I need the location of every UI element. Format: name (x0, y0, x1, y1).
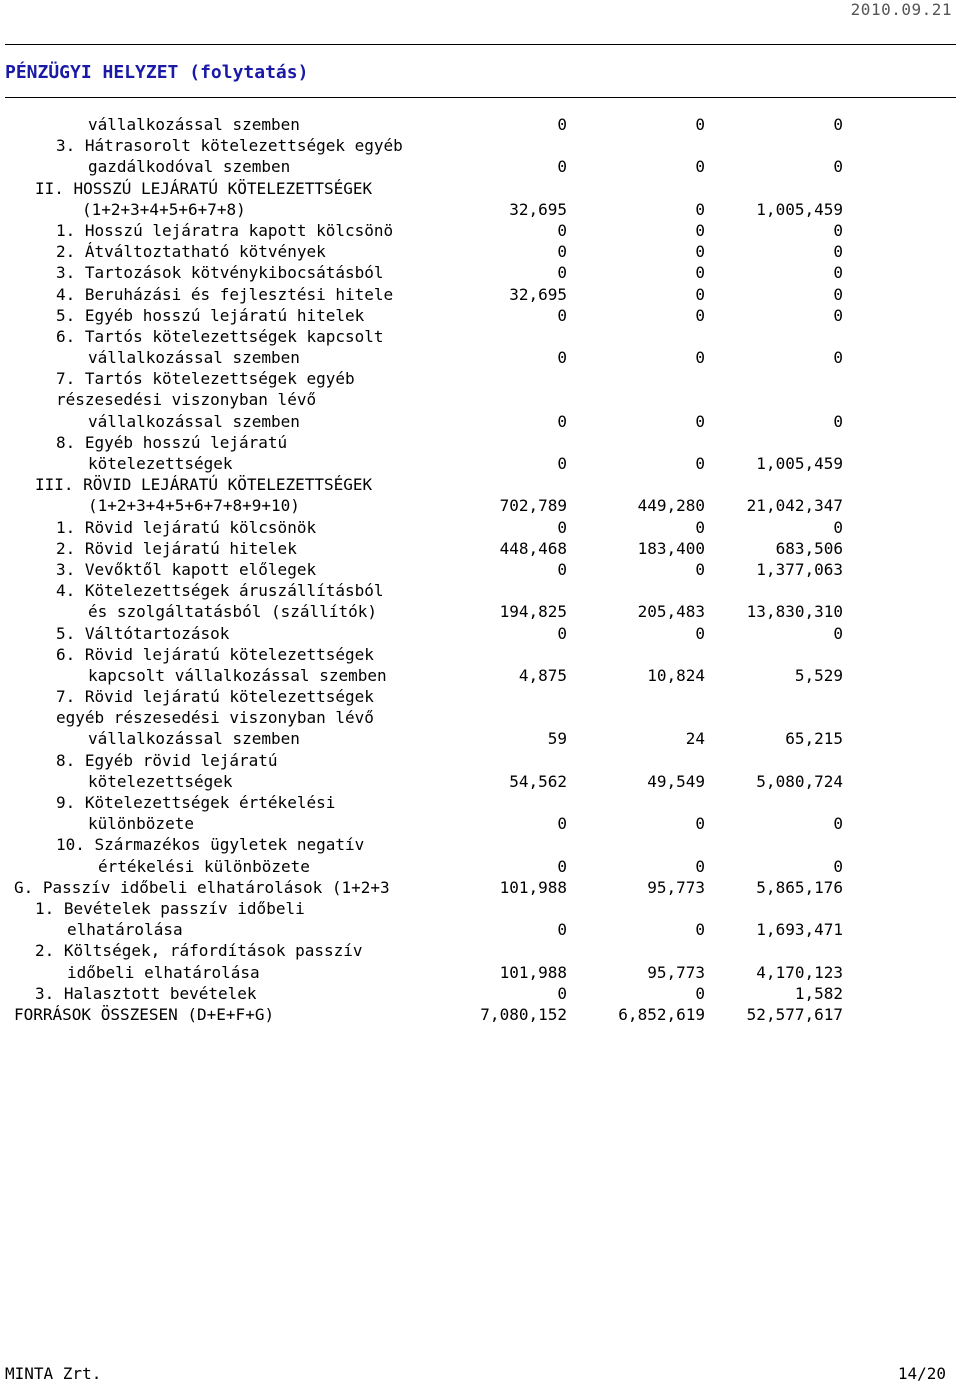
row-value-col1: 101,988 (499, 962, 567, 982)
row-value-col2: 0 (695, 517, 705, 537)
row-value-col3: 1,693,471 (756, 920, 843, 940)
row-label: 3. Halasztott bevételek (35, 983, 257, 1003)
table-row (0, 135, 960, 156)
row-value-col1: 702,789 (499, 496, 567, 516)
table-row (0, 623, 960, 644)
row-value-col3: 0 (833, 157, 843, 177)
row-value-col3: 13,830,310 (746, 602, 843, 622)
row-value-col3: 0 (833, 305, 843, 325)
table-row (0, 813, 960, 834)
row-value-col2: 0 (695, 411, 705, 431)
row-value-col2: 95,773 (647, 877, 705, 897)
table-row (0, 178, 960, 199)
row-label: (1+2+3+4+5+6+7+8+9+10) (88, 496, 300, 516)
table-row (0, 220, 960, 241)
row-value-col3: 0 (833, 263, 843, 283)
row-value-col3: 1,377,063 (756, 559, 843, 579)
row-value-col3: 1,005,459 (756, 454, 843, 473)
row-label: G. Passzív időbeli elhatárolások (1+2+3 (14, 877, 390, 897)
row-label: 3. Tartozások kötvénykibocsátásból (56, 263, 384, 283)
row-value-col1: 0 (557, 623, 567, 643)
row-value-col1: 101,988 (499, 877, 567, 897)
row-label: 4. Beruházási és fejlesztési hitele (56, 284, 394, 304)
row-value-col3: 52,577,617 (746, 1004, 843, 1024)
row-label: különbözete (88, 814, 194, 834)
row-value-col1: 32,695 (509, 199, 567, 219)
row-label: kötelezettségek (88, 454, 233, 473)
table-row (0, 707, 960, 728)
row-value-col1: 32,695 (509, 284, 567, 304)
row-label: 2. Átváltoztatható kötvények (56, 242, 326, 262)
table-row (0, 114, 960, 135)
table-row (0, 750, 960, 771)
row-label: gazdálkodóval szemben (88, 157, 291, 177)
title-divider (5, 97, 956, 98)
row-value-col3: 0 (833, 242, 843, 262)
row-value-col3: 1,005,459 (756, 199, 843, 219)
row-label: vállalkozással szemben (88, 729, 300, 749)
row-label: 5. Váltótartozások (56, 623, 230, 643)
row-value-col2: 10,824 (647, 665, 705, 685)
row-value-col1: 0 (557, 814, 567, 834)
table-row (0, 601, 960, 622)
row-value-col1: 7,080,152 (480, 1004, 567, 1024)
row-value-col2: 95,773 (647, 962, 705, 982)
row-value-col2: 0 (695, 983, 705, 1003)
row-label: 1. Hosszú lejáratra kapott kölcsönö (56, 220, 394, 240)
row-value-col3: 65,215 (785, 729, 843, 749)
table-row (0, 156, 960, 177)
row-value-col3: 0 (833, 284, 843, 304)
row-label: 9. Kötelezettségek értékelési (56, 793, 336, 812)
row-label: (1+2+3+4+5+6+7+8) (82, 199, 246, 219)
row-label: 7. Tartós kötelezettségek egyéb (56, 369, 355, 389)
row-value-col2: 449,280 (637, 496, 705, 516)
row-label: egyéb részesedési viszonyban lévő (56, 708, 374, 728)
row-label: 5. Egyéb hosszú lejáratú hitelek (56, 305, 365, 325)
row-label: 1. Bevételek passzív időbeli (35, 898, 305, 918)
table-row (0, 432, 960, 453)
table-row (0, 411, 960, 432)
row-value-col3: 5,529 (794, 665, 843, 685)
row-value-col1: 0 (557, 220, 567, 240)
table-row (0, 474, 960, 495)
row-value-col1: 0 (557, 348, 567, 368)
row-label: értékelési különbözete (98, 856, 310, 876)
table-row (0, 644, 960, 665)
row-value-col1: 0 (557, 263, 567, 283)
row-value-col3: 4,170,123 (756, 962, 843, 982)
row-value-col3: 0 (833, 814, 843, 834)
row-value-col3: 5,865,176 (756, 877, 843, 897)
row-value-col2: 0 (695, 454, 705, 473)
row-value-col2: 0 (695, 284, 705, 304)
row-value-col3: 683,506 (775, 538, 843, 558)
row-value-col2: 0 (695, 242, 705, 262)
row-value-col2: 0 (695, 157, 705, 177)
table-row (0, 898, 960, 919)
row-label: 7. Rövid lejáratú kötelezettségek (56, 687, 374, 707)
table-row (0, 517, 960, 538)
row-label: 8. Egyéb hosszú lejáratú (56, 432, 288, 452)
row-value-col3: 0 (833, 856, 843, 876)
row-value-col2: 0 (695, 305, 705, 325)
table-row (0, 792, 960, 813)
row-value-col1: 54,562 (509, 771, 567, 791)
row-label: vállalkozással szemben (88, 115, 300, 134)
table-row (0, 389, 960, 410)
row-value-col1: 4,875 (518, 665, 567, 685)
company-name: MINTA Zrt. (5, 1364, 102, 1383)
row-value-col1: 59 (547, 729, 567, 749)
table-row (0, 305, 960, 326)
row-value-col2: 0 (695, 220, 705, 240)
row-label: 3. Hátrasorolt kötelezettségek egyéb (56, 136, 403, 156)
row-value-col1: 0 (557, 983, 567, 1003)
row-label: 4. Kötelezettségek áruszállításból (56, 581, 384, 601)
table-row (0, 241, 960, 262)
row-value-col3: 0 (833, 411, 843, 431)
row-value-col3: 21,042,347 (746, 496, 843, 516)
row-value-col1: 0 (557, 454, 567, 473)
row-label: kapcsolt vállalkozással szemben (88, 665, 387, 685)
table-row (0, 580, 960, 601)
row-value-col1: 0 (557, 115, 567, 134)
row-value-col1: 0 (557, 411, 567, 431)
row-label: III. RÖVID LEJÁRATÚ KÖTELEZETTSÉGEK (35, 475, 373, 495)
row-value-col2: 0 (695, 263, 705, 283)
table-row (0, 199, 960, 220)
table-row (0, 983, 960, 1004)
table-row (0, 326, 960, 347)
row-value-col1: 194,825 (499, 602, 567, 622)
table-row (0, 728, 960, 749)
row-label: elhatárolása (67, 920, 183, 940)
table-row (0, 538, 960, 559)
row-label: 6. Rövid lejáratú kötelezettségek (56, 644, 374, 664)
row-value-col2: 0 (695, 348, 705, 368)
table-row (0, 962, 960, 983)
table-row (0, 686, 960, 707)
row-value-col2: 0 (695, 856, 705, 876)
row-label: 8. Egyéb rövid lejáratú (56, 750, 278, 770)
table-row (0, 495, 960, 516)
row-value-col3: 5,080,724 (756, 771, 843, 791)
row-value-col2: 205,483 (637, 602, 705, 622)
table-row (0, 559, 960, 580)
row-value-col2: 24 (685, 729, 705, 749)
row-label: 3. Vevőktől kapott előlegek (56, 559, 317, 579)
row-value-col1: 0 (557, 305, 567, 325)
page-title: PÉNZÜGYI HELYZET (folytatás) (5, 62, 309, 83)
row-label: vállalkozással szemben (88, 411, 300, 431)
row-label: vállalkozással szemben (88, 348, 300, 368)
row-value-col1: 0 (557, 517, 567, 537)
row-label: kötelezettségek (88, 771, 233, 791)
row-label: II. HOSSZÚ LEJÁRATÚ KÖTELEZETTSÉGEK (35, 178, 373, 198)
row-value-col3: 1,582 (794, 983, 843, 1003)
table-row (0, 262, 960, 283)
table-row (0, 1004, 960, 1025)
row-label: 10. Származékos ügyletek negatív (56, 835, 365, 855)
table-row (0, 347, 960, 368)
page-number: 14/20 (897, 1364, 946, 1383)
row-label: FORRÁSOK ÖSSZESEN (D+E+F+G) (14, 1004, 275, 1024)
row-value-col2: 0 (695, 199, 705, 219)
row-value-col3: 0 (833, 115, 843, 134)
table-row (0, 771, 960, 792)
row-value-col2: 49,549 (647, 771, 705, 791)
row-value-col2: 183,400 (637, 538, 705, 558)
financial-table (0, 114, 960, 1025)
row-label: időbeli elhatárolása (67, 962, 260, 982)
table-row (0, 284, 960, 305)
row-value-col3: 0 (833, 220, 843, 240)
row-label: 2. Rövid lejáratú hitelek (56, 538, 297, 558)
row-value-col3: 0 (833, 348, 843, 368)
row-label: 6. Tartós kötelezettségek kapcsolt (56, 326, 384, 346)
top-divider (5, 44, 956, 45)
table-row (0, 856, 960, 877)
table-row (0, 453, 960, 474)
row-value-col1: 0 (557, 157, 567, 177)
table-row (0, 834, 960, 855)
table-row (0, 919, 960, 940)
row-label: 2. Költségek, ráfordítások passzív (35, 941, 363, 961)
row-value-col3: 0 (833, 623, 843, 643)
row-value-col1: 448,468 (499, 538, 567, 558)
row-value-col1: 0 (557, 559, 567, 579)
row-value-col2: 0 (695, 920, 705, 940)
table-row (0, 368, 960, 389)
row-value-col2: 0 (695, 115, 705, 134)
row-value-col1: 0 (557, 856, 567, 876)
row-value-col3: 0 (833, 517, 843, 537)
table-row (0, 940, 960, 961)
row-value-col2: 0 (695, 814, 705, 834)
table-row (0, 877, 960, 898)
row-value-col2: 0 (695, 559, 705, 579)
row-value-col1: 0 (557, 242, 567, 262)
row-label: és szolgáltatásból (szállítók) (88, 602, 377, 622)
row-label: részesedési viszonyban lévő (56, 390, 317, 410)
row-value-col2: 6,852,619 (618, 1004, 705, 1024)
row-value-col2: 0 (695, 623, 705, 643)
row-label: 1. Rövid lejáratú kölcsönök (56, 517, 317, 537)
table-row (0, 665, 960, 686)
row-value-col1: 0 (557, 920, 567, 940)
report-date: 2010.09.21 (850, 0, 952, 19)
